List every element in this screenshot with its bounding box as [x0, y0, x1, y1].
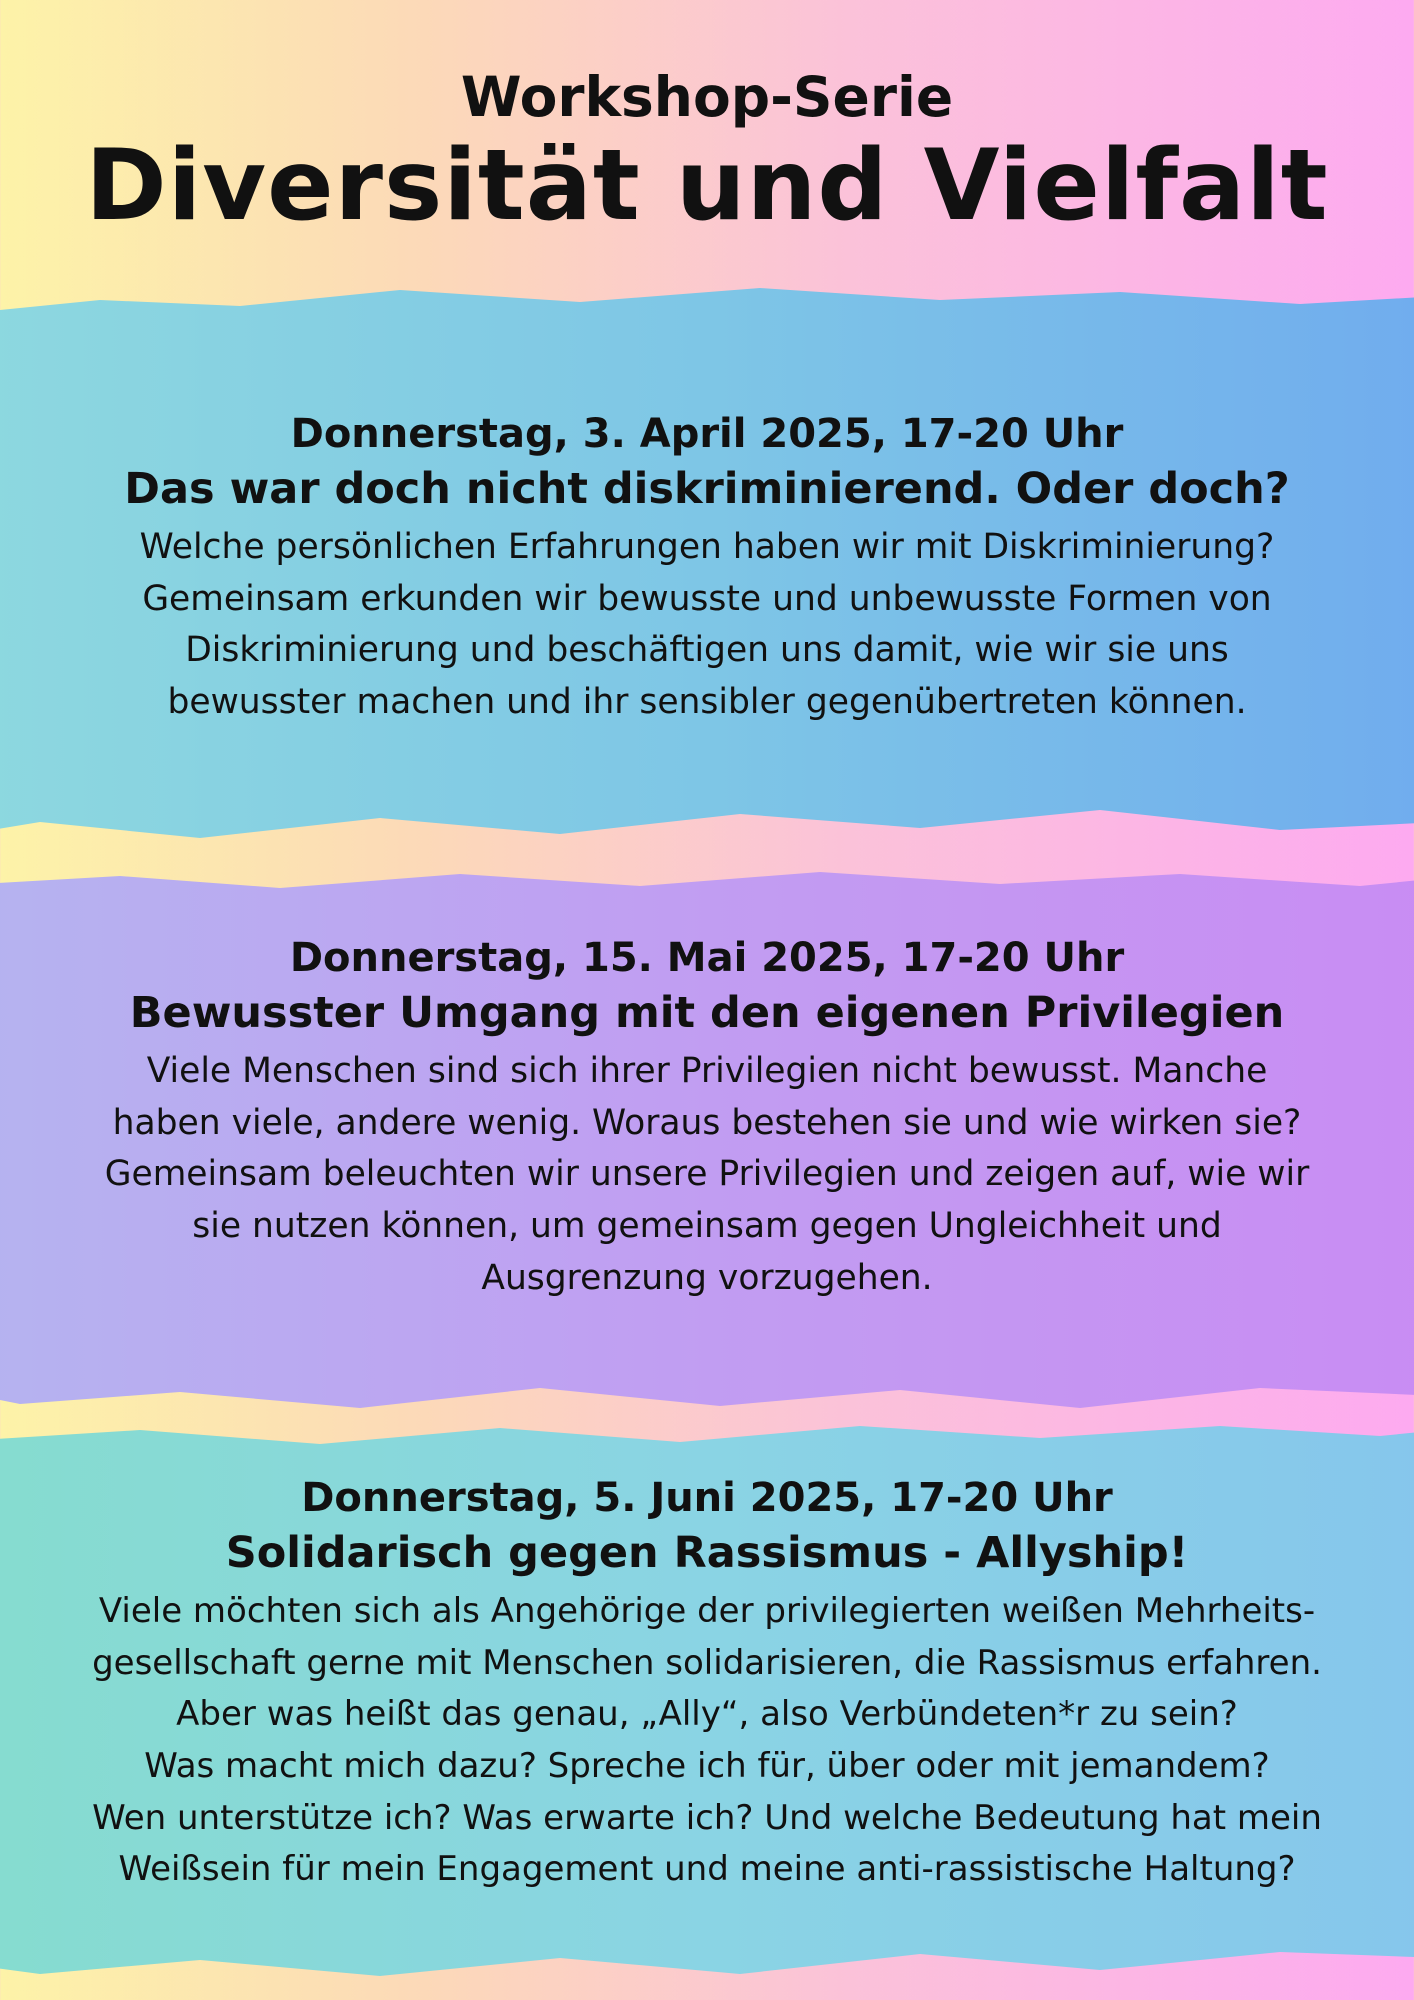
session-2 [40, 932, 1374, 1305]
description-line: Aber was heißt das genau, „Ally“, also Verbündeten*r zu sein? [176, 1694, 1238, 1735]
session-3 [40, 1472, 1374, 1896]
description-line: sie nutzen können, um gemeinsam gegen Ungleichheit und [192, 1206, 1222, 1247]
description-line: Was macht mich dazu? Spreche ich für, über oder mit jemandem? [144, 1745, 1270, 1786]
session-date: Donnerstag, 3. April 2025, 17-20 Uhr [290, 411, 1124, 457]
description-line: gesellschaft gerne mit Menschen solidarisieren, die Rassismus erfahren. [92, 1642, 1322, 1683]
series-title: Diversität und Vielfalt [85, 129, 1329, 243]
session-description [40, 522, 1374, 729]
session-1 [40, 408, 1374, 729]
session-description [40, 1586, 1374, 1896]
description-line: Welche persönlichen Erfahrungen haben wir mit Diskriminierung? [139, 526, 1275, 567]
session-date: Donnerstag, 15. Mai 2025, 17-20 Uhr [289, 935, 1125, 981]
description-line: Weißsein für mein Engagement und meine anti-rassistische Haltung? [118, 1849, 1296, 1890]
description-line: Ausgrenzung vorzugehen. [481, 1257, 933, 1298]
description-line: Diskriminierung und beschäftigen uns damit, wie wir sie uns [185, 630, 1229, 671]
description-line: Gemeinsam erkunden wir bewusste und unbewusste Formen von [142, 578, 1272, 619]
description-line: haben viele, andere wenig. Woraus bestehen sie und wie wirken sie? [112, 1102, 1302, 1143]
session-title: Das war doch nicht diskriminierend. Oder doch? [124, 464, 1290, 514]
session-date: Donnerstag, 5. Juni 2025, 17-20 Uhr [301, 1475, 1113, 1521]
description-line: bewusster machen und ihr sensibler gegenübertreten können. [167, 682, 1247, 723]
series-kicker: Workshop-Serie [460, 65, 954, 129]
description-line: Gemeinsam beleuchten wir unsere Privilegien und zeigen auf, wie wir [104, 1154, 1310, 1195]
session-title: Bewusster Umgang mit den eigenen Privilegien [129, 988, 1285, 1038]
header [0, 65, 1414, 243]
session-description [40, 1046, 1374, 1305]
description-line: Viele möchten sich als Angehörige der privilegierten weißen Mehrheits- [98, 1590, 1316, 1631]
description-line: Viele Menschen sind sich ihrer Privilegien nicht bewusst. Manche [146, 1050, 1268, 1091]
description-line: Wen unterstütze ich? Was erwarte ich? Und welche Bedeutung hat mein [92, 1797, 1322, 1838]
session-title: Solidarisch gegen Rassismus - Allyship! [225, 1528, 1189, 1578]
